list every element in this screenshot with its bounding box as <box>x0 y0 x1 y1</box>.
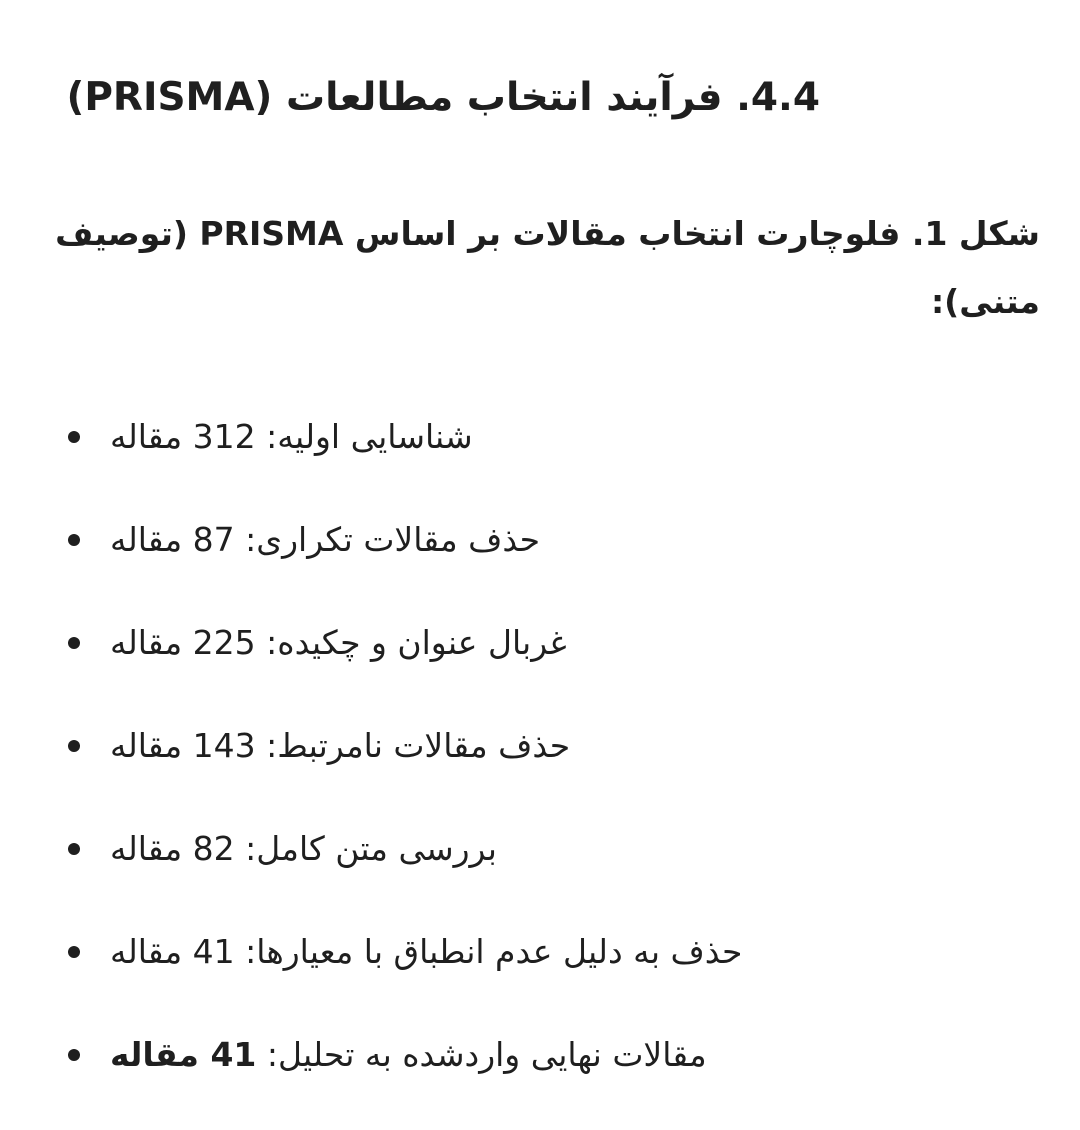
list-item <box>60 713 1040 816</box>
list-item-label: شناسایی اولیه: <box>266 417 473 456</box>
figure-caption: شکل 1. فلوچارت انتخاب مقالات بر اساس PRISMA (توصیف متنی): <box>55 214 1040 321</box>
bullet-icon <box>68 431 80 443</box>
list-item-label: حذف مقالات نامرتبط: <box>266 726 571 765</box>
list-item-label: غربال عنوان و چکیده: <box>266 623 567 662</box>
list-item-count: 87 مقاله <box>110 520 235 559</box>
list-item-text <box>110 816 497 882</box>
bullet-icon <box>68 534 80 546</box>
list-item-count: 143 مقاله <box>110 726 256 765</box>
bullet-icon <box>68 637 80 649</box>
list-item-label: حذف مقالات تکراری: <box>245 520 541 559</box>
section-heading: 4.4. فرآیند انتخاب مطالعات (PRISMA) <box>66 75 820 120</box>
prisma-steps-list <box>60 404 1040 1125</box>
list-item-text <box>110 919 742 985</box>
list-item-text <box>110 404 473 470</box>
list-item-count: 82 مقاله <box>110 829 235 868</box>
bullet-icon <box>68 1049 80 1061</box>
list-item-label: مقالات نهایی واردشده به تحلیل: <box>266 1035 707 1074</box>
list-item <box>60 1022 1040 1125</box>
list-item <box>60 507 1040 610</box>
list-item-text <box>110 610 567 676</box>
list-item-label: حذف به دلیل عدم انطباق با معیارها: <box>245 932 743 971</box>
bullet-icon <box>68 740 80 752</box>
list-item-count: 41 مقاله <box>110 932 235 971</box>
list-item-count: 312 مقاله <box>110 417 256 456</box>
list-item <box>60 919 1040 1022</box>
list-item <box>60 816 1040 919</box>
list-item <box>60 610 1040 713</box>
list-item-text <box>110 713 570 779</box>
list-item-label: بررسی متن کامل: <box>245 829 497 868</box>
list-item-count-final: 41 مقاله <box>110 1035 257 1074</box>
list-item-text <box>110 507 540 573</box>
list-item <box>60 404 1040 507</box>
bullet-icon <box>68 843 80 855</box>
list-item-count: 225 مقاله <box>110 623 256 662</box>
bullet-icon <box>68 946 80 958</box>
list-item-text <box>110 1022 707 1088</box>
